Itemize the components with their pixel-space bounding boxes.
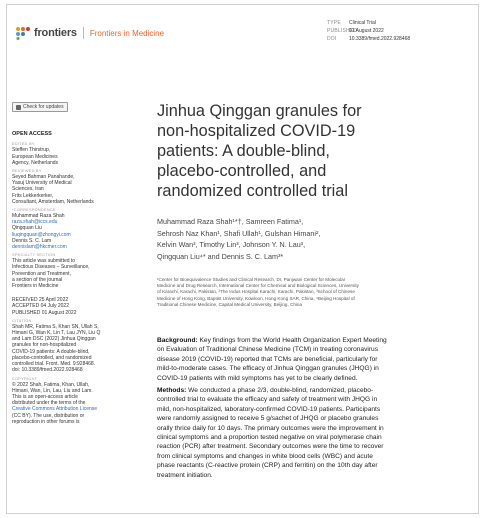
abstract-background (157, 336, 479, 383)
affiliation-line: Medicine and Drug Research, International Center for Chemical and Biological Sciences, University (157, 283, 359, 289)
check-updates-icon (16, 105, 21, 110)
methods-line: reaction (PCR) after treatment. Secondary outcomes were the time to recover (157, 443, 384, 451)
abstract-methods (157, 386, 479, 480)
sidebar-line: RECEIVED 25 April 2022 (12, 297, 69, 304)
sidebar-link[interactable]: raza.shah@iccs.edu (12, 219, 58, 226)
methods-line: were randomly assigned to receive 5 g/sachet of JHQG or placebo granules (157, 415, 379, 423)
meta-type: TYPE Clinical Trial (327, 20, 376, 26)
sidebar-line: Frontiers in Medicine (12, 283, 59, 290)
sidebar-section-label: COPYRIGHT (12, 376, 38, 381)
logo-divider (83, 27, 84, 39)
open-access-label: OPEN ACCESS (12, 131, 52, 138)
publisher-name: frontiers (34, 27, 77, 39)
abstract (157, 336, 479, 480)
affiliation-line: ¹Center for Bioequivalence Studies and Clinical Research, Dr. Panjwani Center for Molecular (157, 277, 346, 282)
sidebar-line: Steffen Thirstrup, (12, 147, 51, 154)
sidebar-line: and Lam DSC (2022) Jinhua Qinggan (12, 336, 96, 343)
sidebar-line: Prevention and Treatment, (12, 270, 71, 277)
methods-line: orally thrice daily for 10 days. The primary outcomes were the improvement in (157, 424, 384, 432)
author-list (157, 216, 477, 262)
sidebar-section-label: *CORRESPONDENCE (12, 208, 56, 213)
meta-published: PUBLISHED01 August 2022 (327, 28, 384, 34)
affiliation-line: of Karachi, Karachi, Pakistan, ²The Indus Hospital Karachi, Karachi, Pakistan, ³School of Chinese (157, 289, 355, 295)
sidebar-line: Infectious Diseases – Surveillance, (12, 264, 90, 271)
sidebar-line: Himani G, Wan K, Lin T, Lau JYN, Liu Q (12, 330, 101, 337)
sidebar-line: Consultant, Amsterdam, Netherlands (12, 198, 94, 205)
page (6, 4, 479, 514)
title-line: randomized controlled trial (157, 182, 348, 200)
sidebar-line: distributed under the terms of the (12, 400, 86, 407)
sidebar-section-label: REVIEWED BY (12, 169, 42, 174)
sidebar-line: Dennis S. C. Lam (12, 237, 52, 244)
background-line: Background: Key findings from the World Health Organization Expert Meeting (157, 337, 387, 344)
journal-name: Frontiers in Medicine (89, 28, 165, 38)
title-line: Jinhua Qinggan granules for (157, 102, 362, 120)
sidebar-line: PUBLISHED 01 August 2022 (12, 309, 77, 316)
title-line: placebo-controlled, and (157, 162, 327, 180)
background-line: on Evaluation of Traditional Chinese Medicine (TCM) in treating coronavirus (157, 346, 378, 354)
affiliation-line: Medicine of Hong Kong, Baptist University, Kowloon, Hong Kong SAR, China, ⁴Beijing Hospital of (157, 295, 355, 301)
sidebar-line: This article was submitted to (12, 258, 76, 265)
sidebar-line: Himani, Wan, Lin, Lau, Liu and Lam. (12, 387, 93, 394)
sidebar-line: Sciences, Iran (12, 186, 44, 193)
sidebar-line: Shah MR, Fatima S, Khan SN, Ullah S, (12, 323, 99, 330)
sidebar-section-label: EDITED BY (12, 142, 35, 147)
affiliations (157, 277, 475, 308)
methods-line: treatment initiation. (157, 471, 213, 479)
methods-line: clinical symptoms and a proportion tested negative on viral polymerase chain (157, 434, 382, 442)
author-line: Kelvin Wan³, Timothy Lin³, Johnson Y. N. Lau³, (157, 240, 306, 250)
sidebar (12, 102, 132, 425)
sidebar-link[interactable]: liuqingquan@zhongyi.com (12, 231, 71, 238)
methods-line: from clinical symptoms and changes in white blood cells (WBC) and acute (157, 452, 373, 460)
affiliation-line: Traditional Chinese Medicine, Capital Medical University, Beijing, China (157, 301, 303, 307)
methods-line: Methods: We conducted a phase 2/3, double-blind, randomized, placebo- (157, 387, 374, 395)
sidebar-line: Muhammad Raza Shah (12, 213, 65, 220)
methods-line-label: Methods: (157, 387, 187, 395)
article-meta (327, 19, 410, 43)
sidebar-line: reproduction in other forums is (12, 418, 80, 425)
sidebar-line: Agency, Netherlands (12, 159, 59, 166)
sidebar-section-label: CITATION (12, 318, 32, 323)
author-line: Sehrosh Naz Khan¹, Shafi Ullah¹, Gulshan Himani², (157, 228, 321, 238)
sidebar-line: doi: 10.3389/fmed.2022.928468 (12, 367, 83, 374)
sidebar-line: © 2022 Shah, Fatima, Khan, Ullah, (12, 381, 90, 388)
title-line: patients: A double-blind, (157, 142, 330, 160)
sidebar-sections (12, 142, 132, 425)
methods-line: controlled trial to evaluate the efficacy and safety of treatment with JHQG in (157, 396, 378, 404)
article-title (157, 101, 457, 201)
sidebar-line: Yasuj University of Medical (12, 180, 72, 187)
title-line: non-hospitalized COVID-19 (157, 122, 356, 140)
sidebar-line: This is an open-access article (12, 393, 78, 400)
background-line: disease 2019 (COVID-19) reported that TCMs are beneficial, particularly for (157, 355, 378, 363)
frontiers-logo-icon (15, 26, 31, 40)
sidebar-section-label: SPECIALTY SECTION (12, 253, 56, 258)
meta-doi[interactable]: DOI 10.3389/fmed.2022.928468 (327, 36, 411, 42)
sidebar-line: (CC BY). The use, distribution or (12, 412, 85, 419)
background-line: COVID-19 patients with mild symptoms has yet to be clearly defined. (157, 374, 358, 382)
sidebar-line: Qingquan Liu (12, 225, 42, 232)
sidebar-link[interactable]: dennislam@hkcmer.com (12, 244, 67, 251)
methods-line: mild, non-hospitalized, laboratory-confirmed COVID-19 patients. Participants (157, 405, 381, 413)
sidebar-line: controlled trial. Front. Med. 9:928468. (12, 361, 96, 368)
sidebar-link[interactable]: Creative Commons Attribution License (12, 406, 98, 413)
background-line-label: Background: (157, 337, 198, 344)
sidebar-line: European Medicines (12, 153, 58, 160)
sidebar-line: a section of the journal (12, 276, 63, 283)
sidebar-line: granules for non-hospitalized (12, 342, 77, 349)
sidebar-line: ACCEPTED 04 July 2022 (12, 303, 69, 310)
publisher-logo[interactable] (15, 26, 164, 40)
check-updates-button[interactable]: Check for updates (12, 102, 68, 112)
author-line: Muhammad Raza Shah¹*†, Samreen Fatima¹, (157, 217, 304, 226)
sidebar-line: COVID-19 patients: A double-blind, (12, 348, 90, 355)
methods-line: phase reactants (C-reactive protein (CRP) and ferritin) on the 10th day after (157, 462, 378, 470)
sidebar-line: Frits Lekkerkerker, (12, 192, 54, 199)
author-line: Qingquan Liu⁴* and Dennis S. C. Lam³* (157, 251, 284, 261)
sidebar-line: placebo-controlled, and randomized (12, 354, 92, 361)
sidebar-line: Seyed Bahman Panahande, (12, 174, 75, 181)
background-line: mild-to-moderate cases. The efficacy of Jinhua Qinggan granules (JHQG) in (157, 365, 379, 373)
